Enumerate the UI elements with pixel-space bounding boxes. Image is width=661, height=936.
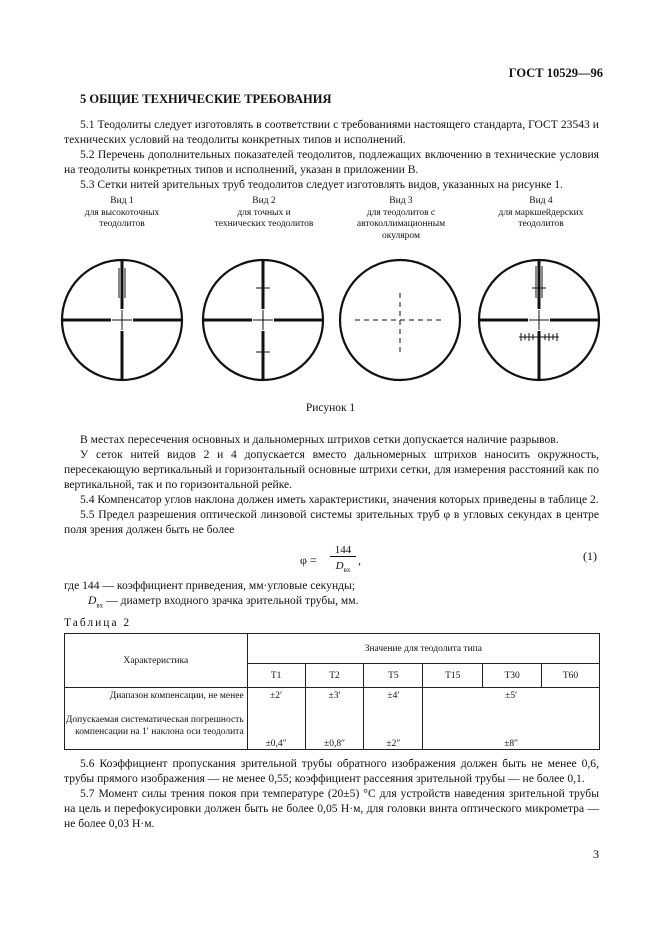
view-title: Вид 1 <box>110 196 134 206</box>
paragraph-breaks: В местах пересечения основных и дальномерных штрихов сетки допускается наличие разрывов. <box>80 433 559 446</box>
formula-denominator <box>330 560 356 574</box>
view-title: Вид 4 <box>529 196 553 206</box>
view-desc: для точных и технических теодолитов <box>214 207 314 229</box>
reticle-view-3 <box>340 260 460 380</box>
table-header-characteristic: Характеристика <box>65 634 248 688</box>
table-cell: ±2″ <box>364 704 423 750</box>
formula-number: (1) <box>583 549 597 563</box>
paragraph-5-6: 5.6 Коэффициент пропускания зрительной трубы обратного изображения должен быть не менее 0,6, трубы прямого изображения — не менее 0,55; коэффициент рассеяния зрительной трубы — не более 0,1. <box>64 757 599 785</box>
paragraph-5-7: 5.7 Момент силы трения покоя при температуре (20±5) °С для устройств наведения зрительной трубы на цель и перефокусировки должен быть не более 0,05 Н·м, для головки винта оптического микрометра — не более 0,03 Н·м. <box>64 787 599 830</box>
table-cell: ±3′ <box>305 688 364 704</box>
formula-tail: , <box>358 553 361 567</box>
formula-denominator-symbol: D <box>335 560 344 572</box>
table-cell: ±5′ <box>423 688 600 704</box>
table-cell: ±0,4″ <box>247 704 305 750</box>
table-row-label: Диапазон компенсации, не менее <box>65 688 248 704</box>
standard-header: ГОСТ 10529—96 <box>508 66 603 80</box>
view-desc: для высокоточных теодолитов <box>84 207 160 229</box>
table-header-type: Т60 <box>542 664 600 688</box>
section-title: 5 ОБЩИЕ ТЕХНИЧЕСКИЕ ТРЕБОВАНИЯ <box>80 92 332 106</box>
formula-note-sub: вх <box>96 601 104 610</box>
paragraph-5-3: 5.3 Сетки нитей зрительных труб теодолитов следует изготовлять видов, указанных на рисунке 1. <box>80 178 563 191</box>
formula-note-2 <box>64 593 599 613</box>
reticle-view-4 <box>479 260 599 380</box>
table-header-type: Т2 <box>305 664 364 688</box>
paragraph-circle-note: У сеток нитей видов 2 и 4 допускается вместо дальномерных штрихов наносить окружность, пересекающую вертикальный и горизонтальный основные штрихи сетки, для измерения расстояний как по вертикальной, так и по горизонтальной рейке. <box>64 448 599 491</box>
table-header-type: Т30 <box>483 664 542 688</box>
table-header-group: Значение для теодолита типа <box>247 634 599 664</box>
view-3-label <box>336 196 466 242</box>
view-2-label <box>199 196 329 231</box>
view-1-label <box>57 196 187 231</box>
table-header-type: Т15 <box>423 664 483 688</box>
paragraphs-top <box>64 117 599 192</box>
table-label: Таблица 2 <box>64 617 132 629</box>
table-cell: ±2′ <box>247 688 305 704</box>
table-row <box>65 688 600 704</box>
paragraph-5-4: 5.4 Компенсатор углов наклона должен иметь характеристики, значения которых приведены в таблице 2. <box>80 493 599 506</box>
paragraphs-bottom <box>64 756 599 831</box>
figure-caption: Рисунок 1 <box>305 402 356 414</box>
table-cell: ±4′ <box>364 688 423 704</box>
formula-numerator: 144 <box>330 544 356 557</box>
view-4-label <box>476 196 606 231</box>
reticle-view-1 <box>62 260 182 380</box>
paragraph-5-5: 5.5 Предел разрешения оптической линзовой системы зрительных труб φ в угловых секундах в центре поля зрения должен быть не более <box>64 508 599 536</box>
table-cell: ±0,8″ <box>305 704 364 750</box>
paragraphs-mid <box>64 432 599 537</box>
page-number: 3 <box>593 847 599 861</box>
reticle-figure <box>0 258 661 398</box>
formula-lhs: φ = <box>300 553 317 567</box>
paragraph-5-2: 5.2 Перечень дополнительных показателей теодолитов, подлежащих включению в технические условия на теодолиты конкретных типов и исполнений, указан в приложении В. <box>64 148 599 176</box>
table-header-type: Т1 <box>247 664 305 688</box>
view-title: Вид 2 <box>252 196 276 206</box>
table-row-label: Допускаемая систематическая погрешность компенсации на 1′ наклона оси теодолита <box>65 704 248 750</box>
formula-notes <box>64 578 599 613</box>
table-row <box>65 704 600 750</box>
view-desc: для теодолитов с автоколлимационным окуляром <box>356 207 446 241</box>
reticle-view-2 <box>203 260 323 380</box>
formula-denominator-sub: вх <box>343 566 351 575</box>
view-desc: для маркшейдерских теодолитов <box>498 207 584 229</box>
view-title: Вид 3 <box>389 196 413 206</box>
paragraph-5-1: 5.1 Теодолиты следует изготовлять в соответствии с требованиями настоящего стандарта, ГОСТ 23543 и технических условий на теодолиты конкретных типов и исполнений. <box>64 118 599 146</box>
formula-note-text: — диаметр входного зрачка зрительной трубы, мм. <box>103 594 359 607</box>
table-header-type: Т5 <box>364 664 423 688</box>
table-2 <box>64 633 600 750</box>
table-cell: ±8″ <box>423 704 600 750</box>
formula-note-1: где 144 — коэффициент приведения, мм·угловые секунды; <box>64 579 356 592</box>
formula-note-symbol: D <box>88 594 97 607</box>
